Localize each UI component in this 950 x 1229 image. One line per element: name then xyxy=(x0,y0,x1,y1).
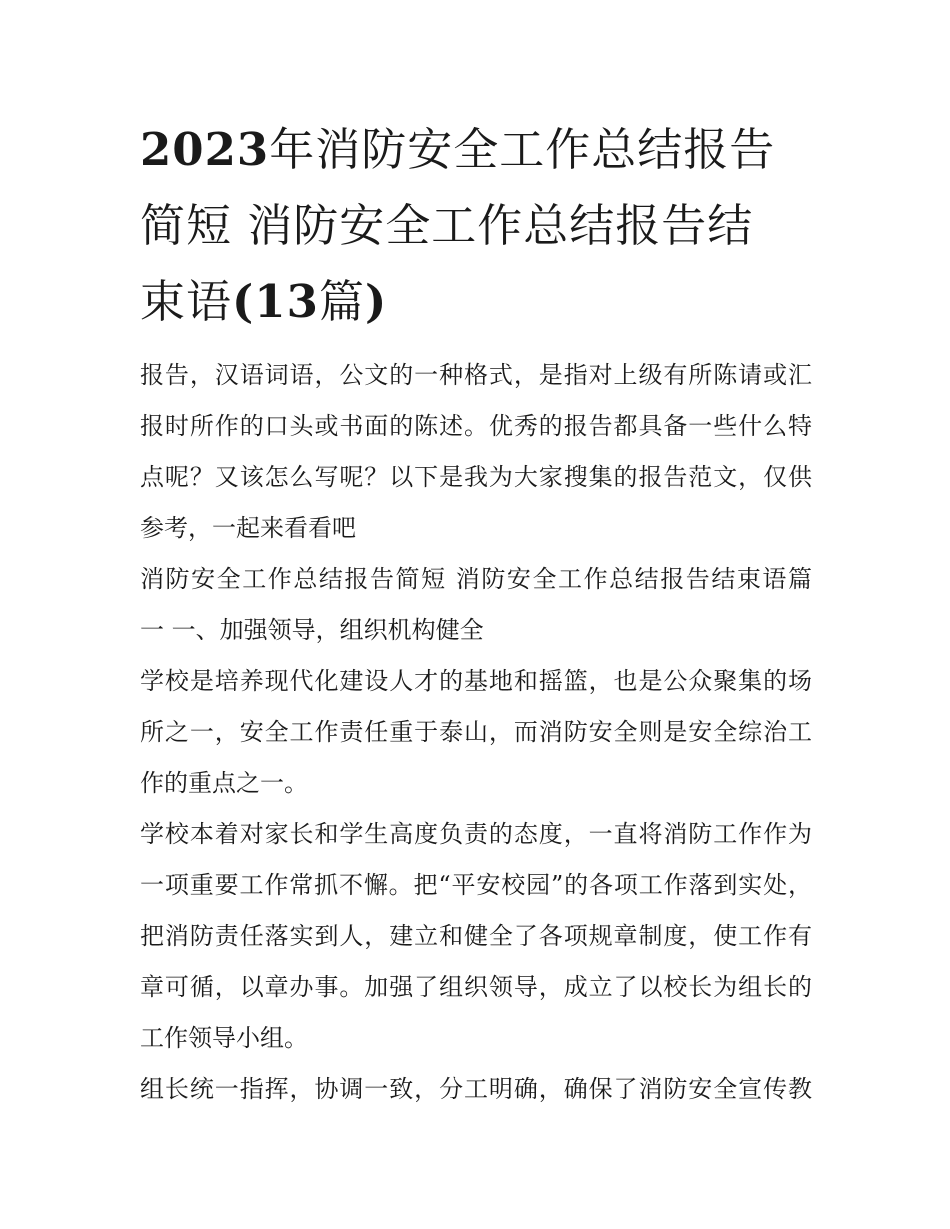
text-line: 一 一、加强领导，组织机构健全 xyxy=(140,616,484,644)
text-line: 报告，汉语词语，公文的一种格式，是指对上级有所陈请或汇 xyxy=(140,361,812,389)
title-line-3-text-b: 篇 xyxy=(318,275,365,328)
text-line: 学校本着对家长和学生高度负责的态度，一直将消防工作作为 xyxy=(140,820,812,848)
text-line: 消防安全工作总结报告简短 消防安全工作总结报告结束语篇 xyxy=(140,565,812,593)
title-line-2: 简短 消防安全工作总结报告结 xyxy=(140,199,754,252)
title-line-3-text-a: 束语 xyxy=(140,275,233,328)
paragraph-leader xyxy=(140,1064,812,1115)
text-line: 参考，一起来看看吧 xyxy=(140,514,356,542)
document-page xyxy=(140,112,812,1115)
paragraph-school-approach xyxy=(140,809,812,1064)
text-line: 学校是培养现代化建设人才的基地和摇篮，也是公众聚集的场 xyxy=(140,667,812,695)
document-title xyxy=(140,112,812,340)
text-line: 一项重要工作常抓不懈。把“平安校园”的各项工作落到实处， xyxy=(140,871,812,899)
paragraph-school-intro xyxy=(140,656,812,809)
title-count-close: ) xyxy=(364,275,388,328)
text-line: 工作领导小组。 xyxy=(140,1024,308,1052)
text-line: 把消防责任落实到人，建立和健全了各项规章制度，使工作有 xyxy=(140,922,812,950)
text-line: 所之一，安全工作责任重于泰山，而消防安全则是安全综治工 xyxy=(140,718,812,746)
title-line-1-text: 年消防安全工作总结报告 xyxy=(269,123,776,176)
text-line: 点呢？又该怎么写呢？以下是我为大家搜集的报告范文，仅供 xyxy=(140,463,812,491)
title-line-3 xyxy=(140,264,812,340)
title-count-open: (13 xyxy=(232,275,319,328)
paragraph-intro xyxy=(140,350,812,554)
text-line: 作的重点之一。 xyxy=(140,769,308,797)
text-line: 章可循，以章办事。加强了组织领导，成立了以校长为组长的 xyxy=(140,973,812,1001)
title-year: 2023 xyxy=(140,123,270,176)
paragraph-section-heading xyxy=(140,554,812,656)
text-line: 报时所作的口头或书面的陈述。优秀的报告都具备一些什么特 xyxy=(140,412,812,440)
text-line: 组长统一指挥，协调一致，分工明确，确保了消防安全宣传教 xyxy=(140,1075,812,1103)
title-line-1 xyxy=(140,112,812,188)
